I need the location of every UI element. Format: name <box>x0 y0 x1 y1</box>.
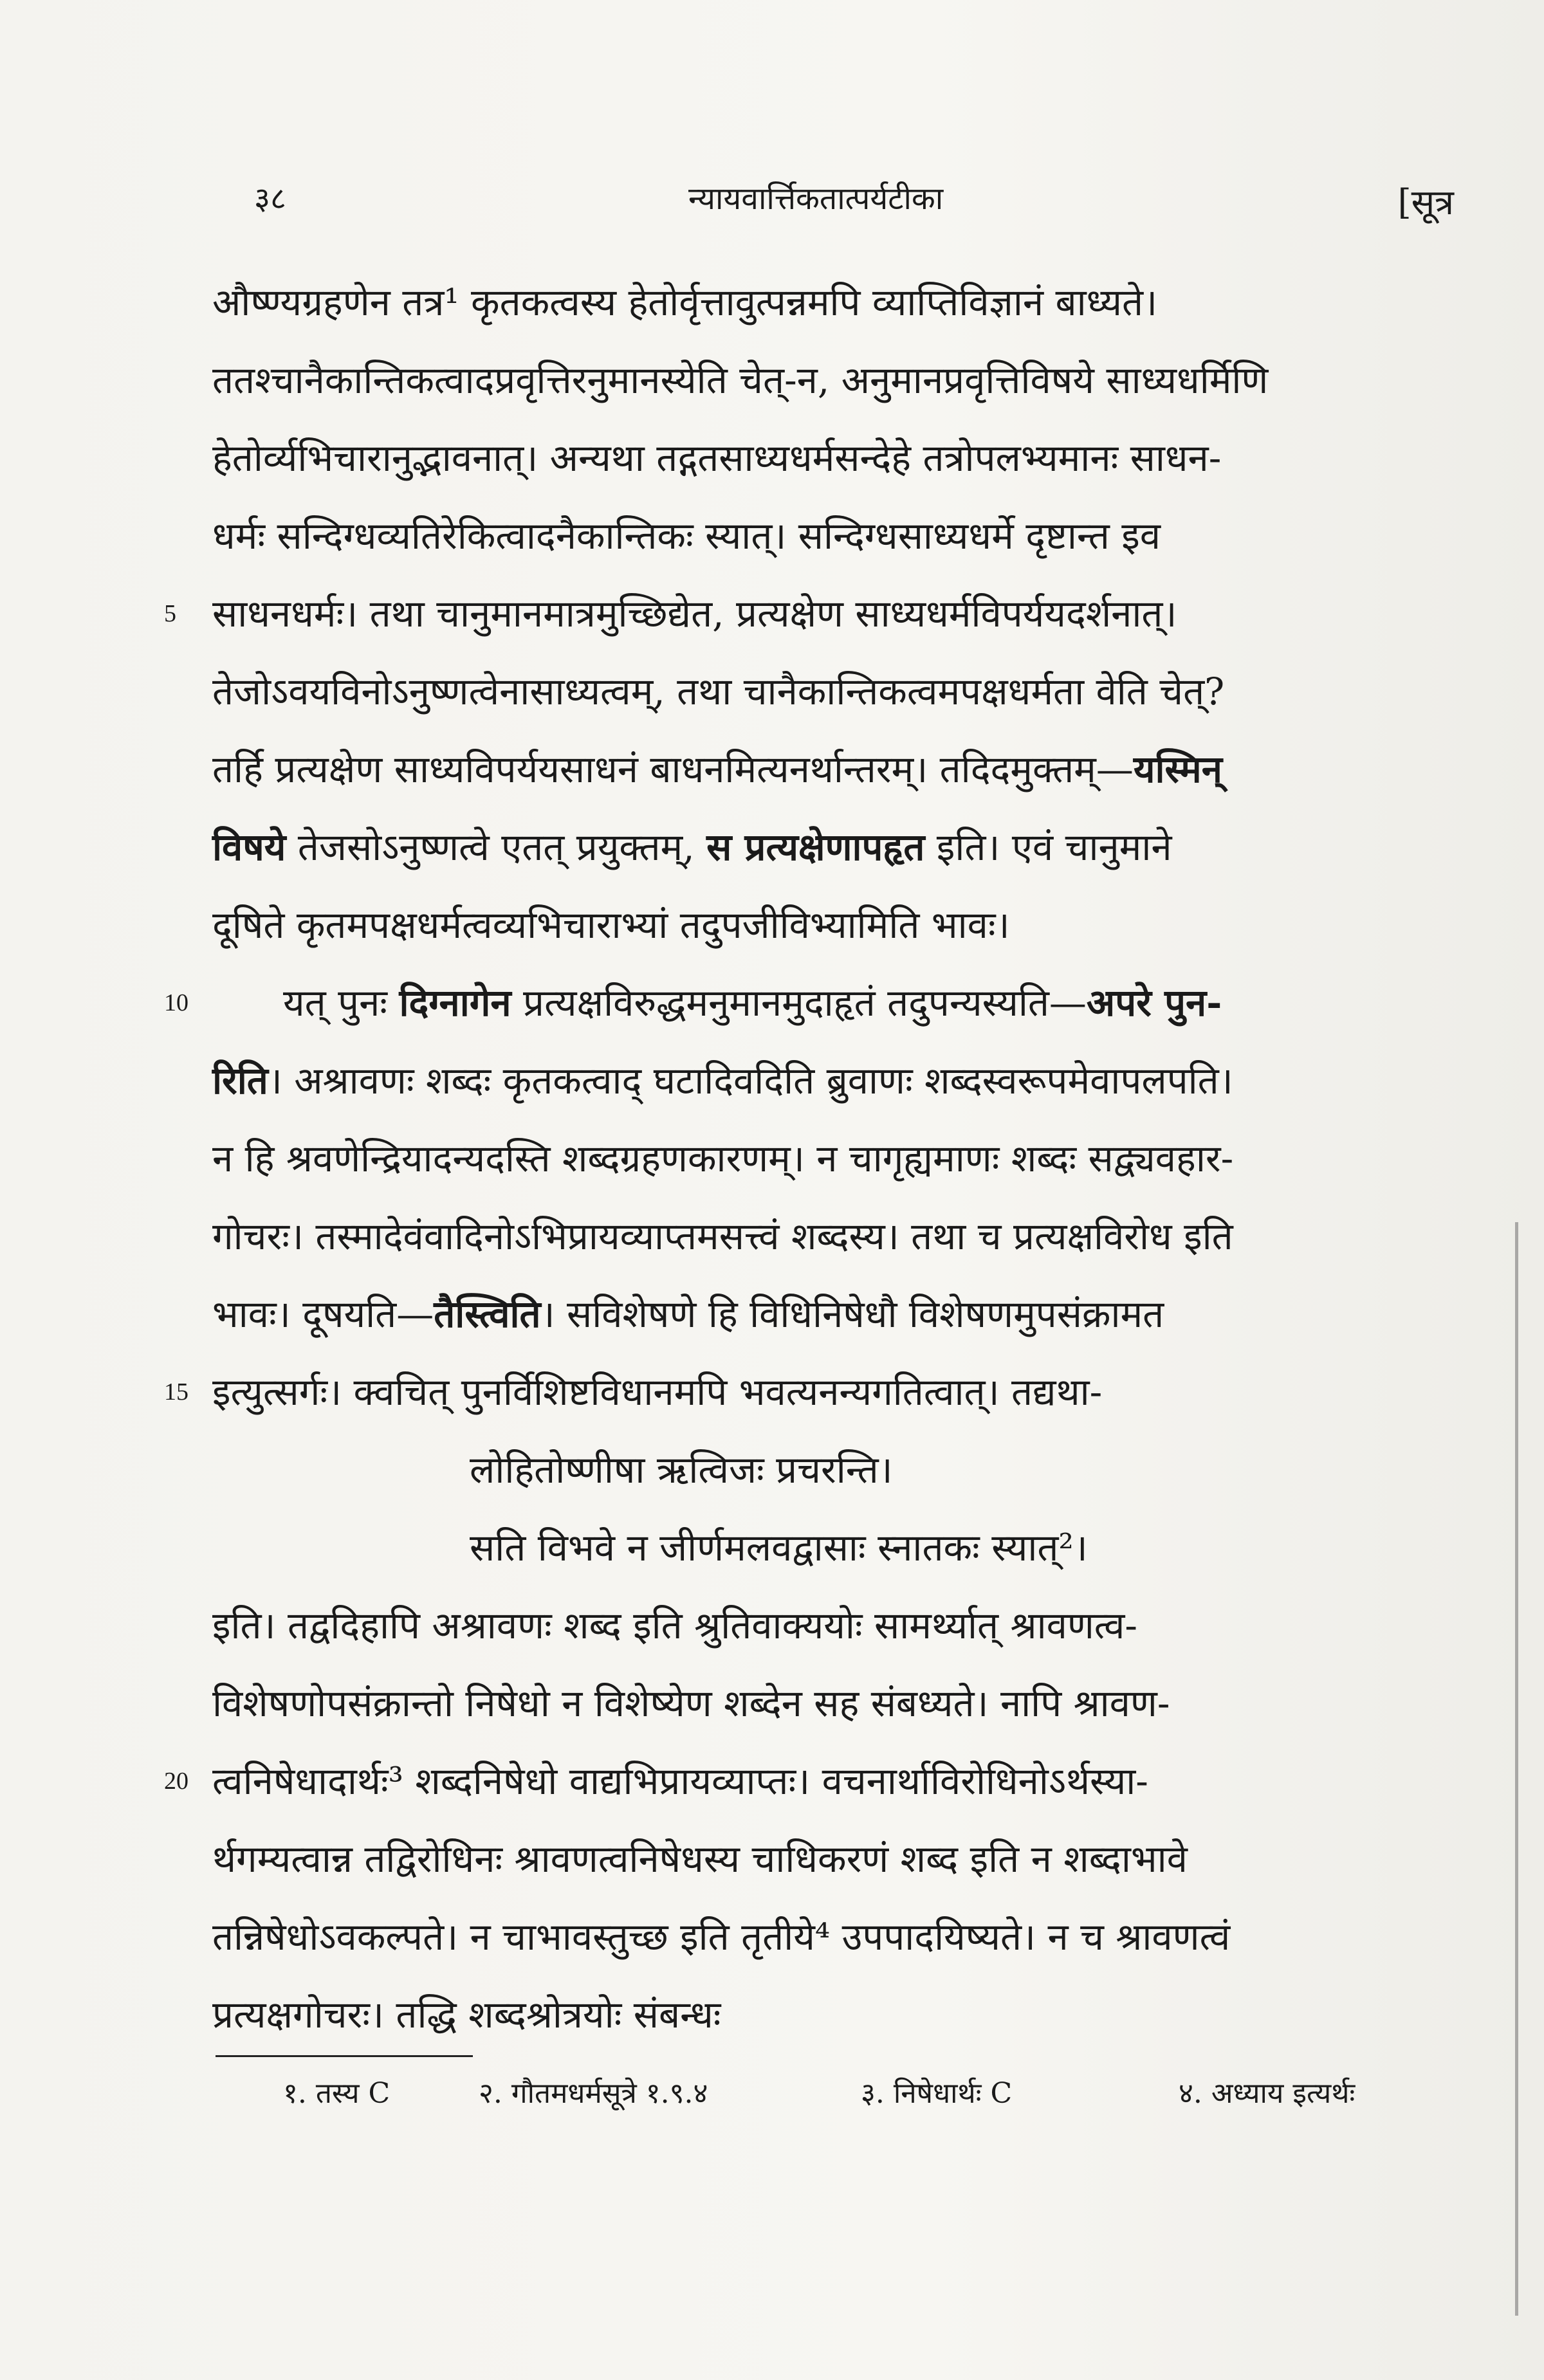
line-text: यत् पुनः <box>283 981 400 1025</box>
line-text: तर्हि प्रत्यक्षेण साध्यविपर्ययसाधनं बाधनमित्यनर्थान्तरम्। तदिदमुक्तम्— <box>212 747 1134 791</box>
line-text: भावः। दूषयति— <box>212 1292 434 1336</box>
text-line <box>212 1587 1454 1665</box>
book-spine-shadow <box>1515 1222 1518 2316</box>
text-line <box>212 419 1454 497</box>
footnotes <box>283 2068 1467 2119</box>
line-text: तेजोऽवयविनोऽनुष्णत्वेनासाध्यत्वम्, तथा चानैकान्तिकत्वमपक्षधर्मता वेति चेत्? <box>212 670 1225 713</box>
bold-lemma: रिति <box>212 1059 268 1103</box>
text-line <box>212 886 1454 964</box>
line-text: लोहितोष्णीषा ऋत्विजः प्रचरन्ति। <box>470 1448 893 1492</box>
line-number: 5 <box>164 600 176 627</box>
bold-lemma: अपरे पुन- <box>1086 981 1222 1025</box>
text-line <box>212 1665 1454 1743</box>
text-line <box>212 809 1454 886</box>
line-text: तन्निषेधोऽवकल्पते। न चाभावस्तुच्छ इति तृतीये⁴ उपपादयिष्यते। न च श्रावणत्वं <box>212 1915 1231 1959</box>
text-line <box>212 342 1454 419</box>
running-title: न्यायवार्त्तिकतात्पर्यटीका <box>688 181 944 217</box>
text-line <box>212 1198 1454 1276</box>
text-line <box>212 1509 1454 1587</box>
line-text: साधनधर्मः। तथा चानुमानमात्रमुच्छिद्येत, प्रत्यक्षेण साध्यधर्मविपर्ययदर्शनात्। <box>212 592 1177 636</box>
line-text: इति। एवं चानुमाने <box>924 825 1172 869</box>
text-line <box>212 1431 1454 1509</box>
line-text: । अश्रावणः शब्दः कृतकत्वाद् घटादिवदिति ब्रुवाणः शब्दस्वरूपमेवापलपति। <box>268 1059 1233 1103</box>
line-number: 15 <box>164 1378 188 1405</box>
line-text: प्रत्यक्षगोचरः। तद्धि शब्दश्रोत्रयोः संबन्धः <box>212 1993 721 2037</box>
text-line <box>212 264 1454 342</box>
line-text: इति। तद्वदिहापि अश्रावणः शब्द इति श्रुतिवाक्ययोः सामर्थ्यात् श्रावणत्व- <box>212 1604 1137 1647</box>
line-text: औष्ण्यग्रहणेन तत्र¹ कृतकत्वस्य हेतोर्वृत्तावुत्पन्नमपि व्याप्तिविज्ञानं बाध्यते। <box>212 280 1158 324</box>
bold-lemma: दिग्नागेन <box>399 981 511 1025</box>
running-header <box>254 170 1467 222</box>
footnote-4: ४. अध्याय इत्यर्थः <box>1179 2077 1356 2110</box>
text-line <box>164 1743 1454 1820</box>
footnote-2: २. गौतमधर्मसूत्रे १.९.४ <box>479 2077 708 2110</box>
line-text: इत्युत्सर्गः। क्वचित् पुनर्विशिष्टविधानमपि भवत्यनन्यगतित्वात्। तद्यथा- <box>212 1370 1103 1414</box>
text-line <box>164 964 1454 1042</box>
text-line <box>212 731 1454 809</box>
text-line <box>212 1976 1454 2054</box>
bold-lemma: स प्रत्यक्षेणापहृत <box>706 825 925 869</box>
line-text: न हि श्रवणेन्द्रियादन्यदस्ति शब्दग्रहणकारणम्। न चागृह्यमाणः शब्दः सद्व्यवहार- <box>212 1137 1234 1180</box>
line-text: धर्मः सन्दिग्धव्यतिरेकित्वादनैकान्तिकः स्यात्। सन्दिग्धसाध्यधर्मे दृष्टान्त इव <box>212 514 1161 558</box>
text-line <box>212 1042 1454 1120</box>
line-text: सति विभवे न जीर्णमलवद्वासाः स्नातकः स्यात्²। <box>470 1526 1088 1570</box>
text-line <box>164 575 1454 653</box>
line-text: प्रत्यक्षविरुद्धमनुमानमुदाहृतं तदुपन्यस्यति— <box>511 981 1087 1025</box>
line-text: तेजसोऽनुष्णत्वे एतत् प्रयुक्तम्, <box>286 825 707 869</box>
line-text: ततश्चानैकान्तिकत्वादप्रवृत्तिरनुमानस्येति चेत्-न, अनुमानप्रवृत्तिविषये साध्यधर्मिणि <box>212 358 1269 402</box>
text-line <box>212 1276 1454 1353</box>
text-line <box>212 497 1454 575</box>
line-text: र्थगम्यत्वान्न तद्विरोधिनः श्रावणत्वनिषेधस्य चाधिकरणं शब्द इति न शब्दाभावे <box>212 1837 1188 1881</box>
line-text: विशेषणोपसंक्रान्तो निषेधो न विशेष्येण शब्देन सह संबध्यते। नापि श्रावण- <box>212 1681 1170 1725</box>
bold-lemma: विषये <box>212 825 286 869</box>
main-text <box>164 264 1454 2054</box>
line-number: 20 <box>164 1768 188 1795</box>
section-label: [सूत्र <box>1397 182 1454 223</box>
page-number: ३८ <box>254 181 286 217</box>
bold-lemma: यस्मिन् <box>1133 747 1222 791</box>
text-line <box>164 1353 1454 1431</box>
text-line <box>212 1820 1454 1898</box>
footnote-3: ३. निषेधार्थः C <box>861 2077 1013 2110</box>
text-line <box>212 1898 1454 1976</box>
text-line <box>212 1120 1454 1198</box>
line-text: गोचरः। तस्मादेवंवादिनोऽभिप्रायव्याप्तमसत्त्वं शब्दस्य। तथा च प्रत्यक्षविरोध इति <box>212 1214 1233 1258</box>
line-text: हेतोर्व्यभिचारानुद्भावनात्। अन्यथा तद्गतसाध्यधर्मसन्देहे तत्रोपलभ्यमानः साधन- <box>212 436 1222 480</box>
footnote-rule <box>216 2055 473 2057</box>
line-text: त्वनिषेधादार्थः³ शब्दनिषेधो वाद्यभिप्रायव्याप्तः। वचनार्थाविरोधिनोऽर्थस्या- <box>212 1759 1148 1803</box>
bold-lemma: तैस्त्विति <box>434 1292 541 1336</box>
footnote-1: १. तस्य C <box>283 2077 391 2110</box>
line-text: । सविशेषणे हि विधिनिषेधौ विशेषणमुपसंक्रामत <box>540 1292 1164 1336</box>
line-text: दूषिते कृतमपक्षधर्मत्वव्यभिचाराभ्यां तदुपजीविभ्यामिति भावः। <box>212 903 1010 947</box>
line-number: 10 <box>164 989 188 1016</box>
text-line <box>212 653 1454 731</box>
